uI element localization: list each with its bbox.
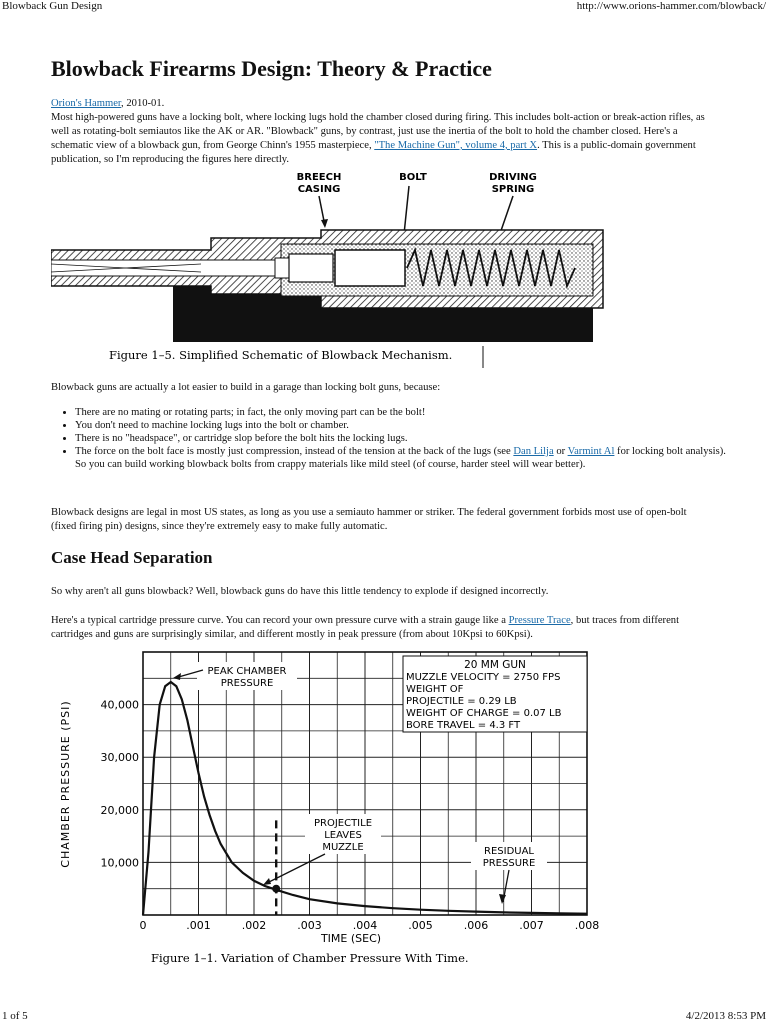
book-link[interactable]: "The Machine Gun", volume 4, part X	[374, 140, 538, 151]
varmint-al-link[interactable]: Varmint Al	[567, 446, 615, 457]
curve-text-b: , but traces from different cartridges and guns are surprisingly similar, and different mostly in peak pressure (from about 10Kpsi to 60Kpsi).	[51, 615, 680, 640]
print-timestamp: 4/2/2013 8:53 PM	[685, 1010, 766, 1022]
list-item: • There is no "headspace", or cartridge slop before the bolt hits the locking lugs.	[75, 432, 735, 445]
author-link[interactable]: Orion's Hammer	[51, 98, 122, 109]
curve-text-a: Here's a typical cartridge pressure curve. You can record your own pressure curve with a strain gauge like a	[51, 615, 509, 626]
curve-paragraph	[51, 614, 711, 642]
peak-annotation	[173, 662, 297, 690]
figure1-caption: Figure 1–5. Simplified Schematic of Blowback Mechanism.	[109, 348, 453, 362]
peak-label-line2: PRESSURE	[220, 678, 274, 689]
info-line: 20 MM GUN	[464, 659, 526, 671]
muzzle-label-line1: PROJECTILE	[313, 818, 373, 829]
info-line: MUZZLE VELOCITY = 2750 FPS	[406, 672, 561, 683]
pressure-trace-link[interactable]: Pressure Trace	[508, 615, 571, 626]
x-tick-label: 0	[139, 919, 147, 932]
page-counter: 1 of 5	[2, 1010, 28, 1022]
x-tick-label: .008	[574, 919, 600, 932]
blowback-schematic-figure	[51, 168, 615, 368]
list-item: • You don't need to machine locking lugs into the bolt or chamber.	[75, 419, 735, 432]
section-heading-case-head: Case Head Separation	[51, 548, 213, 567]
y-tick-label: 10,000	[100, 856, 139, 870]
info-line: WEIGHT OF	[406, 684, 464, 695]
label-breech: BREECH	[296, 172, 342, 183]
y-axis-label: CHAMBER PRESSURE (PSI)	[59, 700, 72, 868]
x-tick-label: .002	[241, 919, 267, 932]
y-axis-ticks	[101, 699, 140, 870]
intro-text-1: Most high-powered guns have a locking bolt, where locking lugs hold the chamber closed during firing. This includes bolt-action or break-action rifles, as well as rotating-bolt semiautos like the AK or AR. "Blowback" guns, by contrast, just use the inertia of the bolt to hold the chamber closed. Here's a schematic view of a blowback gun, from George Chinn's 1955 masterpiece,	[51, 112, 705, 151]
x-tick-label: .003	[297, 919, 322, 932]
x-tick-label: .005	[408, 919, 433, 932]
y-tick-label: 40,000	[100, 698, 139, 712]
pressure-chart-figure	[51, 644, 606, 972]
print-header-title: Blowback Gun Design	[2, 0, 103, 12]
x-axis-label: TIME (SEC)	[320, 932, 382, 945]
x-axis-ticks	[140, 919, 600, 932]
y-tick-label: 30,000	[100, 751, 139, 765]
label-bolt: BOLT	[399, 172, 427, 183]
label-spring: SPRING	[491, 184, 535, 195]
pressure-chart	[51, 644, 606, 972]
list-item: • There are no mating or rotating parts; in fact, the only moving part can be the bolt!	[75, 406, 735, 419]
blowback-schematic-drawing	[51, 168, 615, 368]
label-casing: CASING	[297, 184, 341, 195]
figure2-caption: Figure 1–1. Variation of Chamber Pressure With Time.	[151, 951, 469, 965]
list-item	[75, 445, 735, 471]
x-tick-label: .004	[352, 919, 378, 932]
info-box	[403, 656, 587, 732]
y-tick-label: 20,000	[100, 803, 139, 817]
easier-paragraph: Blowback guns are actually a lot easier to build in a garage than locking bolt guns, because:	[51, 382, 441, 393]
residual-label-line2: PRESSURE	[482, 858, 536, 869]
label-driving: DRIVING	[489, 172, 537, 183]
print-header-url: http://www.orions-hammer.com/blowback/	[576, 0, 766, 12]
x-tick-label: .006	[463, 919, 489, 932]
muzzle-label-line2: LEAVES	[324, 830, 362, 841]
muzzle-label-line3: MUZZLE	[322, 842, 364, 853]
bullet4-or: or	[553, 446, 568, 457]
intro-text-2: . This is a public-domain government publication, so I'm reproducing the figures here directly.	[51, 140, 696, 165]
bullet4-text-b: for locking bolt analysis). So you can build working blowback bolts from crappy materials like mild steel (of course, harder steel will wear better).	[75, 446, 726, 470]
residual-label-line1: RESIDUAL	[484, 846, 534, 857]
intro-date: , 2010-01.	[121, 98, 165, 109]
page-title: Blowback Firearms Design: Theory & Practice	[51, 56, 492, 81]
dan-lilja-link[interactable]: Dan Lilja	[513, 446, 554, 457]
advantages-list	[51, 406, 735, 471]
info-line: PROJECTILE = 0.29 LB	[406, 696, 517, 707]
print-header	[0, 0, 768, 14]
legal-paragraph: Blowback designs are legal in most US states, as long as you use a semiauto hammer or striker. The federal government forbids most use of open-bolt (fixed firing pin) designs, since they're extremely easy to make fully automatic.	[51, 507, 687, 532]
peak-label-line1: PEAK CHAMBER	[207, 666, 287, 677]
why-paragraph: So why aren't all guns blowback? Well, blowback guns do have this little tendency to explode if designed incorrectly.	[51, 586, 549, 597]
muzzle-marker-point	[272, 885, 280, 893]
x-tick-label: .001	[186, 919, 211, 932]
muzzle-annotation	[263, 814, 381, 915]
info-line: BORE TRAVEL = 4.3 FT	[406, 720, 521, 731]
info-line: WEIGHT OF CHARGE = 0.07 LB	[406, 708, 562, 719]
x-tick-label: .007	[519, 919, 544, 932]
intro-paragraph	[51, 97, 711, 167]
residual-annotation	[471, 842, 547, 904]
bullet4-text-a: The force on the bolt face is mostly just compression, instead of the tension at the back of the lugs (see	[75, 446, 514, 457]
